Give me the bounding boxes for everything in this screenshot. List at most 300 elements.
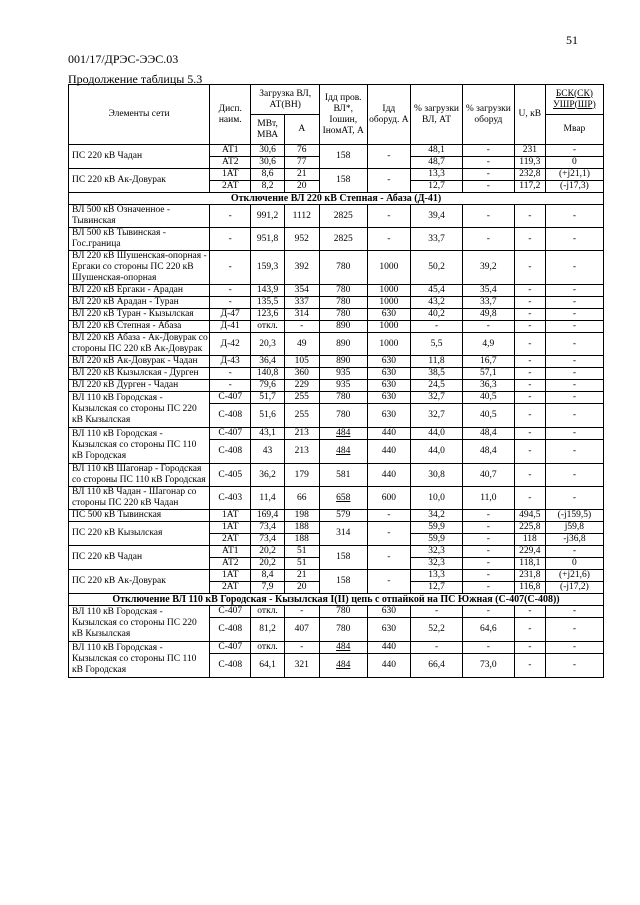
cell-idd: 780 [319, 392, 367, 404]
cell-pcto: 35,4 [462, 285, 514, 297]
cell-u: - [514, 487, 545, 510]
cell-idd: 158 [319, 145, 367, 169]
cell-pcto: - [462, 582, 514, 594]
cell-obor: - [367, 510, 411, 522]
cell-mw: 73,4 [251, 534, 284, 546]
table-row [69, 321, 604, 333]
row-element: ВЛ 110 кВ Чадан - Шагонар со стороны ПС 220 кВ Чадан [69, 487, 210, 510]
table-row [69, 228, 604, 251]
cell-disp: 2АТ [210, 534, 251, 546]
cell-bsk: - [545, 606, 603, 618]
cell-bsk: j59,8 [545, 522, 603, 534]
row-element: ВЛ 220 кВ Шушенская-опорная - Ергаки со стороны ПС 220 кВ Шушенская-опорная [69, 251, 210, 285]
table-row [69, 368, 604, 380]
cell-disp: АТ1 [210, 145, 251, 157]
cell-pcto: 40,5 [462, 404, 514, 428]
cell-u: 232,8 [514, 169, 545, 181]
table-row [69, 380, 604, 392]
cell-mw: 51,6 [251, 404, 284, 428]
cell-obor: 630 [367, 392, 411, 404]
cell-idd: 314 [319, 522, 367, 546]
row-element: ВЛ 220 кВ Степная - Абаза [69, 321, 210, 333]
row-element: ВЛ 110 кВ Городская - Кызылская со стороны ПС 220 кВ Кызылская [69, 392, 210, 428]
cell-u: - [514, 642, 545, 654]
cell-obor: 440 [367, 654, 411, 678]
cell-idd: 780 [319, 251, 367, 285]
header-mvar: Мвар [545, 115, 603, 145]
cell-pcto: 64,6 [462, 618, 514, 642]
cell-idd: 484 [319, 642, 367, 654]
cell-disp: - [210, 228, 251, 251]
cell-idd: 935 [319, 368, 367, 380]
cell-obor: 1000 [367, 285, 411, 297]
cell-idd: 780 [319, 297, 367, 309]
cell-pct: 44,0 [411, 428, 463, 440]
cell-disp: - [210, 251, 251, 285]
row-element: ВЛ 220 кВ Дурген - Чадан [69, 380, 210, 392]
cell-amp: 21 [284, 169, 319, 181]
cell-pcto: - [462, 321, 514, 333]
cell-disp: - [210, 297, 251, 309]
cell-bsk: -j36,8 [545, 534, 603, 546]
table-row [69, 297, 604, 309]
cell-u: - [514, 321, 545, 333]
cell-mw: 79,6 [251, 380, 284, 392]
cell-obor: 600 [367, 487, 411, 510]
cell-amp: - [284, 321, 319, 333]
row-element: ВЛ 220 кВ Кызылская - Дурген [69, 368, 210, 380]
header-idd-obor: Iдд оборуд. А [367, 85, 411, 145]
cell-mw: 159,3 [251, 251, 284, 285]
row-element: ВЛ 500 кВ Означенное - Тывинская [69, 205, 210, 228]
cell-pct: 50,2 [411, 251, 463, 285]
cell-bsk: - [545, 205, 603, 228]
cell-amp: 392 [284, 251, 319, 285]
cell-amp: 21 [284, 570, 319, 582]
cell-bsk: - [545, 654, 603, 678]
cell-disp: АТ2 [210, 558, 251, 570]
cell-amp: 255 [284, 392, 319, 404]
page-number: 51 [566, 33, 578, 47]
cell-pcto: 33,7 [462, 297, 514, 309]
cell-pct: 39,4 [411, 205, 463, 228]
cell-idd: 158 [319, 169, 367, 193]
cell-pct: 24,5 [411, 380, 463, 392]
cell-pct: 13,3 [411, 169, 463, 181]
cell-obor: 440 [367, 464, 411, 487]
cell-obor: 630 [367, 618, 411, 642]
cell-bsk: - [545, 285, 603, 297]
cell-idd: 890 [319, 321, 367, 333]
row-element: ПС 500 кВ Тывинская [69, 510, 210, 522]
cell-idd: 2825 [319, 228, 367, 251]
cell-pct: 33,7 [411, 228, 463, 251]
table-row [69, 487, 604, 510]
cell-idd: 484 [319, 440, 367, 464]
cell-u: - [514, 428, 545, 440]
cell-amp: 314 [284, 309, 319, 321]
cell-pct: 52,2 [411, 618, 463, 642]
cell-pct: 40,2 [411, 309, 463, 321]
cell-mw: 135,5 [251, 297, 284, 309]
cell-amp: 952 [284, 228, 319, 251]
cell-bsk: (+j21,6) [545, 570, 603, 582]
cell-pcto: - [462, 534, 514, 546]
cell-mw: откл. [251, 606, 284, 618]
header-u: U, кВ [514, 85, 545, 145]
table-row [69, 606, 604, 618]
cell-pct: 12,7 [411, 582, 463, 594]
cell-pct: 10,0 [411, 487, 463, 510]
row-element: ВЛ 110 кВ Городская - Кызылская со стороны ПС 110 кВ Городская [69, 428, 210, 464]
cell-pcto: - [462, 642, 514, 654]
cell-disp: 1АТ [210, 510, 251, 522]
header-load-mw: МВт, МВА [251, 115, 284, 145]
cell-obor: - [367, 205, 411, 228]
cell-u: 119,3 [514, 157, 545, 169]
cell-amp: 337 [284, 297, 319, 309]
cell-amp: 77 [284, 157, 319, 169]
cell-disp: АТ2 [210, 157, 251, 169]
cell-disp: 1АТ [210, 169, 251, 181]
cell-bsk: - [545, 145, 603, 157]
cell-u: - [514, 309, 545, 321]
cell-pcto: 48,4 [462, 440, 514, 464]
cell-pcto: - [462, 606, 514, 618]
cell-pcto: - [462, 181, 514, 193]
cell-idd: 890 [319, 356, 367, 368]
cell-mw: 7,9 [251, 582, 284, 594]
row-element: ВЛ 220 кВ Ергаки - Арадан [69, 285, 210, 297]
cell-bsk: - [545, 618, 603, 642]
cell-pct: 12,7 [411, 181, 463, 193]
cell-mw: 951,8 [251, 228, 284, 251]
cell-mw: 30,6 [251, 157, 284, 169]
cell-amp: 179 [284, 464, 319, 487]
cell-mw: 169,4 [251, 510, 284, 522]
cell-u: 229,4 [514, 546, 545, 558]
cell-pct: 66,4 [411, 654, 463, 678]
cell-disp: Д-42 [210, 333, 251, 356]
cell-mw: 43 [251, 440, 284, 464]
cell-bsk: - [545, 428, 603, 440]
cell-bsk: - [545, 464, 603, 487]
table-row [69, 546, 604, 558]
section-row [69, 594, 604, 606]
cell-pct: 45,4 [411, 285, 463, 297]
table-row [69, 510, 604, 522]
cell-u: - [514, 392, 545, 404]
cell-pcto: - [462, 510, 514, 522]
cell-obor: 440 [367, 440, 411, 464]
cell-bsk: - [545, 321, 603, 333]
cell-pct: 32,3 [411, 558, 463, 570]
cell-disp: - [210, 285, 251, 297]
cell-idd: 890 [319, 333, 367, 356]
header-idd-prov: Iдд пров. ВЛ*, Iошин, IномАТ, А [319, 85, 367, 145]
cell-pct: 13,3 [411, 570, 463, 582]
cell-u: - [514, 368, 545, 380]
cell-mw: 143,9 [251, 285, 284, 297]
cell-disp: С-408 [210, 618, 251, 642]
cell-disp: С-408 [210, 404, 251, 428]
cell-obor: 630 [367, 309, 411, 321]
cell-pct: 32,7 [411, 392, 463, 404]
cell-amp: 213 [284, 440, 319, 464]
cell-pct: 34,2 [411, 510, 463, 522]
row-element: ВЛ 220 кВ Туран - Кызылская [69, 309, 210, 321]
cell-bsk: - [545, 368, 603, 380]
row-element: ВЛ 110 кВ Городская - Кызылская со стороны ПС 220 кВ Кызылская [69, 606, 210, 642]
cell-obor: 440 [367, 642, 411, 654]
cell-disp: - [210, 380, 251, 392]
cell-disp: - [210, 205, 251, 228]
cell-obor: - [367, 228, 411, 251]
cell-mw: 8,2 [251, 181, 284, 193]
cell-bsk: - [545, 440, 603, 464]
cell-pcto: 40,7 [462, 464, 514, 487]
cell-pcto: 48,4 [462, 428, 514, 440]
cell-disp: Д-43 [210, 356, 251, 368]
cell-idd: 780 [319, 606, 367, 618]
cell-pct: 59,9 [411, 522, 463, 534]
cell-u: - [514, 228, 545, 251]
cell-pct: 11,8 [411, 356, 463, 368]
cell-pcto: - [462, 570, 514, 582]
cell-amp: 51 [284, 546, 319, 558]
cell-u: - [514, 464, 545, 487]
cell-disp: С-407 [210, 642, 251, 654]
cell-disp: 1АТ [210, 522, 251, 534]
cell-amp: 213 [284, 428, 319, 440]
cell-amp: 51 [284, 558, 319, 570]
cell-bsk: 0 [545, 157, 603, 169]
cell-amp: 407 [284, 618, 319, 642]
cell-obor: - [367, 169, 411, 193]
header-load-a: А [284, 115, 319, 145]
cell-pcto: - [462, 157, 514, 169]
cell-u: - [514, 285, 545, 297]
cell-bsk: - [545, 251, 603, 285]
cell-pct: 32,7 [411, 404, 463, 428]
cell-idd: 158 [319, 570, 367, 594]
cell-amp: - [284, 606, 319, 618]
cell-mw: 30,6 [251, 145, 284, 157]
cell-u: - [514, 380, 545, 392]
cell-bsk: 0 [545, 558, 603, 570]
network-load-table [68, 84, 604, 678]
cell-mw: 36,2 [251, 464, 284, 487]
cell-pct: 32,3 [411, 546, 463, 558]
cell-mw: 8,4 [251, 570, 284, 582]
cell-u: 118 [514, 534, 545, 546]
cell-u: 118,1 [514, 558, 545, 570]
cell-amp: 20 [284, 582, 319, 594]
cell-bsk: - [545, 487, 603, 510]
cell-mw: 20,2 [251, 546, 284, 558]
cell-bsk: (-j17,2) [545, 582, 603, 594]
cell-pcto: 40,5 [462, 392, 514, 404]
header-load: Загрузка ВЛ, АТ(ВН) [251, 85, 319, 115]
cell-mw: 36,4 [251, 356, 284, 368]
cell-u: - [514, 251, 545, 285]
cell-obor: 440 [367, 428, 411, 440]
cell-pcto: 36,3 [462, 380, 514, 392]
cell-obor: 630 [367, 356, 411, 368]
cell-disp: С-407 [210, 392, 251, 404]
cell-mw: 73,4 [251, 522, 284, 534]
cell-idd: 780 [319, 618, 367, 642]
cell-idd: 484 [319, 428, 367, 440]
cell-pct: 59,9 [411, 534, 463, 546]
cell-amp: 76 [284, 145, 319, 157]
cell-idd: 158 [319, 546, 367, 570]
cell-amp: 49 [284, 333, 319, 356]
cell-amp: 321 [284, 654, 319, 678]
cell-bsk: - [545, 228, 603, 251]
row-element: ВЛ 220 кВ Ак-Довурак - Чадан [69, 356, 210, 368]
cell-disp: С-403 [210, 487, 251, 510]
cell-idd: 780 [319, 404, 367, 428]
cell-u: 494,5 [514, 510, 545, 522]
cell-disp: С-407 [210, 428, 251, 440]
cell-pct: - [411, 642, 463, 654]
cell-disp: 2АТ [210, 582, 251, 594]
cell-pcto: 73,0 [462, 654, 514, 678]
cell-u: - [514, 356, 545, 368]
cell-mw: откл. [251, 321, 284, 333]
cell-disp: С-408 [210, 654, 251, 678]
row-element: ПС 220 кВ Чадан [69, 546, 210, 570]
cell-pct: 48,7 [411, 157, 463, 169]
cell-bsk: - [545, 309, 603, 321]
cell-pcto: 4,9 [462, 333, 514, 356]
cell-pct: 48,1 [411, 145, 463, 157]
table-row [69, 570, 604, 582]
table-row [69, 464, 604, 487]
cell-pcto: - [462, 228, 514, 251]
cell-idd: 484 [319, 654, 367, 678]
cell-pcto: 39,2 [462, 251, 514, 285]
cell-mw: 43,1 [251, 428, 284, 440]
cell-u: 231 [514, 145, 545, 157]
cell-disp: Д-47 [210, 309, 251, 321]
cell-pcto: - [462, 205, 514, 228]
cell-amp: 229 [284, 380, 319, 392]
cell-mw: 140,8 [251, 368, 284, 380]
row-element: ПС 220 кВ Чадан [69, 145, 210, 169]
cell-disp: С-405 [210, 464, 251, 487]
cell-bsk: - [545, 297, 603, 309]
cell-obor: 630 [367, 368, 411, 380]
row-element: ВЛ 500 кВ Тывинская - Гос.граница [69, 228, 210, 251]
cell-bsk: - [545, 546, 603, 558]
cell-u: 117,2 [514, 181, 545, 193]
cell-pct: 5,5 [411, 333, 463, 356]
cell-pct: 44,0 [411, 440, 463, 464]
row-element: ПС 220 кВ Кызылская [69, 522, 210, 546]
header-pct-obor: % загрузки оборуд [462, 85, 514, 145]
header-disp: Дисп. наим. [210, 85, 251, 145]
cell-disp: Д-41 [210, 321, 251, 333]
section-title: Отключение ВЛ 220 кВ Степная - Абаза (Д-41) [69, 193, 604, 205]
cell-pcto: - [462, 145, 514, 157]
cell-mw: 20,2 [251, 558, 284, 570]
cell-obor: - [367, 522, 411, 546]
cell-obor: - [367, 546, 411, 570]
cell-u: - [514, 618, 545, 642]
cell-pct: 30,8 [411, 464, 463, 487]
cell-bsk: - [545, 392, 603, 404]
cell-bsk: (-j17,3) [545, 181, 603, 193]
cell-u: 116,8 [514, 582, 545, 594]
cell-idd: 780 [319, 285, 367, 297]
cell-mw: 991,2 [251, 205, 284, 228]
cell-amp: 20 [284, 181, 319, 193]
header-pct-vl: % загрузки ВЛ, АТ [411, 85, 463, 145]
row-element: ВЛ 110 кВ Городская - Кызылская со стороны ПС 110 кВ Городская [69, 642, 210, 678]
table-row [69, 642, 604, 654]
table-row [69, 285, 604, 297]
cell-obor: 630 [367, 404, 411, 428]
cell-pct: - [411, 606, 463, 618]
cell-amp: 255 [284, 404, 319, 428]
cell-u: - [514, 205, 545, 228]
cell-pcto: 11,0 [462, 487, 514, 510]
table-row [69, 169, 604, 181]
cell-amp: 188 [284, 534, 319, 546]
row-element: ПС 220 кВ Ак-Довурак [69, 169, 210, 193]
cell-mw: 51,7 [251, 392, 284, 404]
cell-obor: 1000 [367, 321, 411, 333]
cell-amp: - [284, 642, 319, 654]
cell-pct: - [411, 321, 463, 333]
cell-mw: 123,6 [251, 309, 284, 321]
cell-pcto: - [462, 522, 514, 534]
table-caption: Продолжение таблицы 5.3 [68, 72, 203, 86]
cell-disp: С-408 [210, 440, 251, 464]
cell-pcto: 16,7 [462, 356, 514, 368]
header-elements: Элементы сети [69, 85, 210, 145]
cell-bsk: - [545, 380, 603, 392]
table-row [69, 522, 604, 534]
cell-idd: 780 [319, 309, 367, 321]
table-row [69, 333, 604, 356]
cell-u: - [514, 297, 545, 309]
cell-pcto: 57,1 [462, 368, 514, 380]
cell-amp: 354 [284, 285, 319, 297]
table-row [69, 205, 604, 228]
cell-mw: откл. [251, 642, 284, 654]
section-row [69, 193, 604, 205]
table-row [69, 428, 604, 440]
cell-amp: 188 [284, 522, 319, 534]
row-element: ПС 220 кВ Ак-Довурак [69, 570, 210, 594]
cell-mw: 64,1 [251, 654, 284, 678]
cell-bsk: (+j21,1) [545, 169, 603, 181]
cell-bsk: - [545, 333, 603, 356]
cell-u: - [514, 654, 545, 678]
cell-disp: 1АТ [210, 570, 251, 582]
cell-amp: 198 [284, 510, 319, 522]
row-element: ВЛ 110 кВ Шагонар - Городская со стороны ПС 110 кВ Городская [69, 464, 210, 487]
cell-mw: 8,6 [251, 169, 284, 181]
cell-u: - [514, 333, 545, 356]
cell-obor: 630 [367, 380, 411, 392]
cell-u: - [514, 404, 545, 428]
cell-bsk: - [545, 356, 603, 368]
cell-disp: АТ1 [210, 546, 251, 558]
